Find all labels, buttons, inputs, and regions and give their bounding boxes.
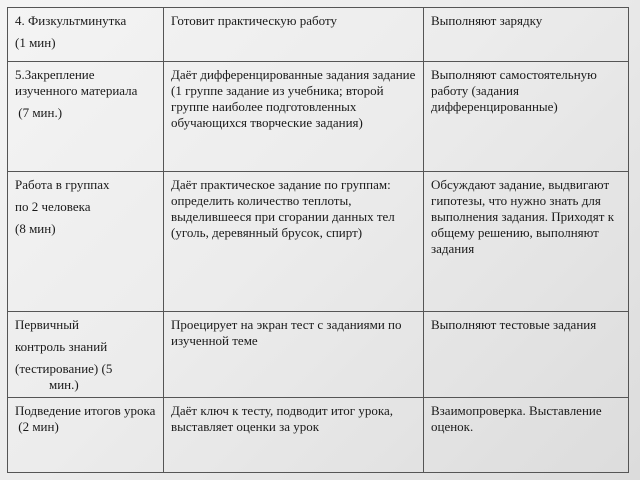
stage-cell <box>8 8 164 62</box>
stage-line: (1 мин) <box>15 35 56 50</box>
student-activity-cell: Выполняют зарядку <box>424 8 628 62</box>
teacher-activity-cell: Даёт ключ к тесту, подводит итог урока, выставляет оценки за урок <box>164 398 424 472</box>
student-activity-cell: Обсуждают задание, выдвигают гипотезы, что нужно знать для выполнения задания. Приходят к общему решению, выполняют задания <box>424 172 628 312</box>
stage-cell <box>8 62 164 172</box>
lesson-plan-table <box>7 7 629 473</box>
stage-line: мин.) <box>49 377 79 392</box>
stage-line: (7 мин.) <box>15 105 63 120</box>
student-activity-cell: Выполняют тестовые задания <box>424 312 628 398</box>
stage-line: по 2 человека <box>15 199 91 214</box>
stage-line: (2 мин) <box>15 419 59 434</box>
teacher-activity-cell: Даёт практическое задание по группам: определить количество теплоты, выделившееся при сгорании данных тел (уголь, деревянный брусок, спирт) <box>164 172 424 312</box>
stage-line: контроль знаний <box>15 339 108 354</box>
stage-line: (тестирование) (5 <box>15 361 113 376</box>
stage-cell <box>8 398 164 472</box>
stage-line: Первичный <box>15 317 79 332</box>
stage-cell <box>8 172 164 312</box>
teacher-activity-cell: Готовит практическую работу <box>164 8 424 62</box>
student-activity-cell: Выполняют самостоятельную работу (задания дифференцированные) <box>424 62 628 172</box>
stage-cell <box>8 312 164 398</box>
stage-line: Подведение итогов урока <box>15 403 156 418</box>
student-activity-cell: Взаимопроверка. Выставление оценок. <box>431 403 602 434</box>
teacher-activity-cell: Проецирует на экран тест с заданиями по изученной теме <box>164 312 424 398</box>
teacher-activity-cell: Даёт дифференцированные задания задание (1 группе задание из учебника; второй группе наиболее подготовленных обучающихся творческие задания) <box>164 62 424 172</box>
stage-line: 4. Физкультминутка <box>15 13 127 28</box>
stage-line: Работа в группах <box>15 177 110 192</box>
stage-line: (8 мин) <box>15 221 56 236</box>
stage-line: 5.Закрепление изученного материала <box>15 67 138 98</box>
